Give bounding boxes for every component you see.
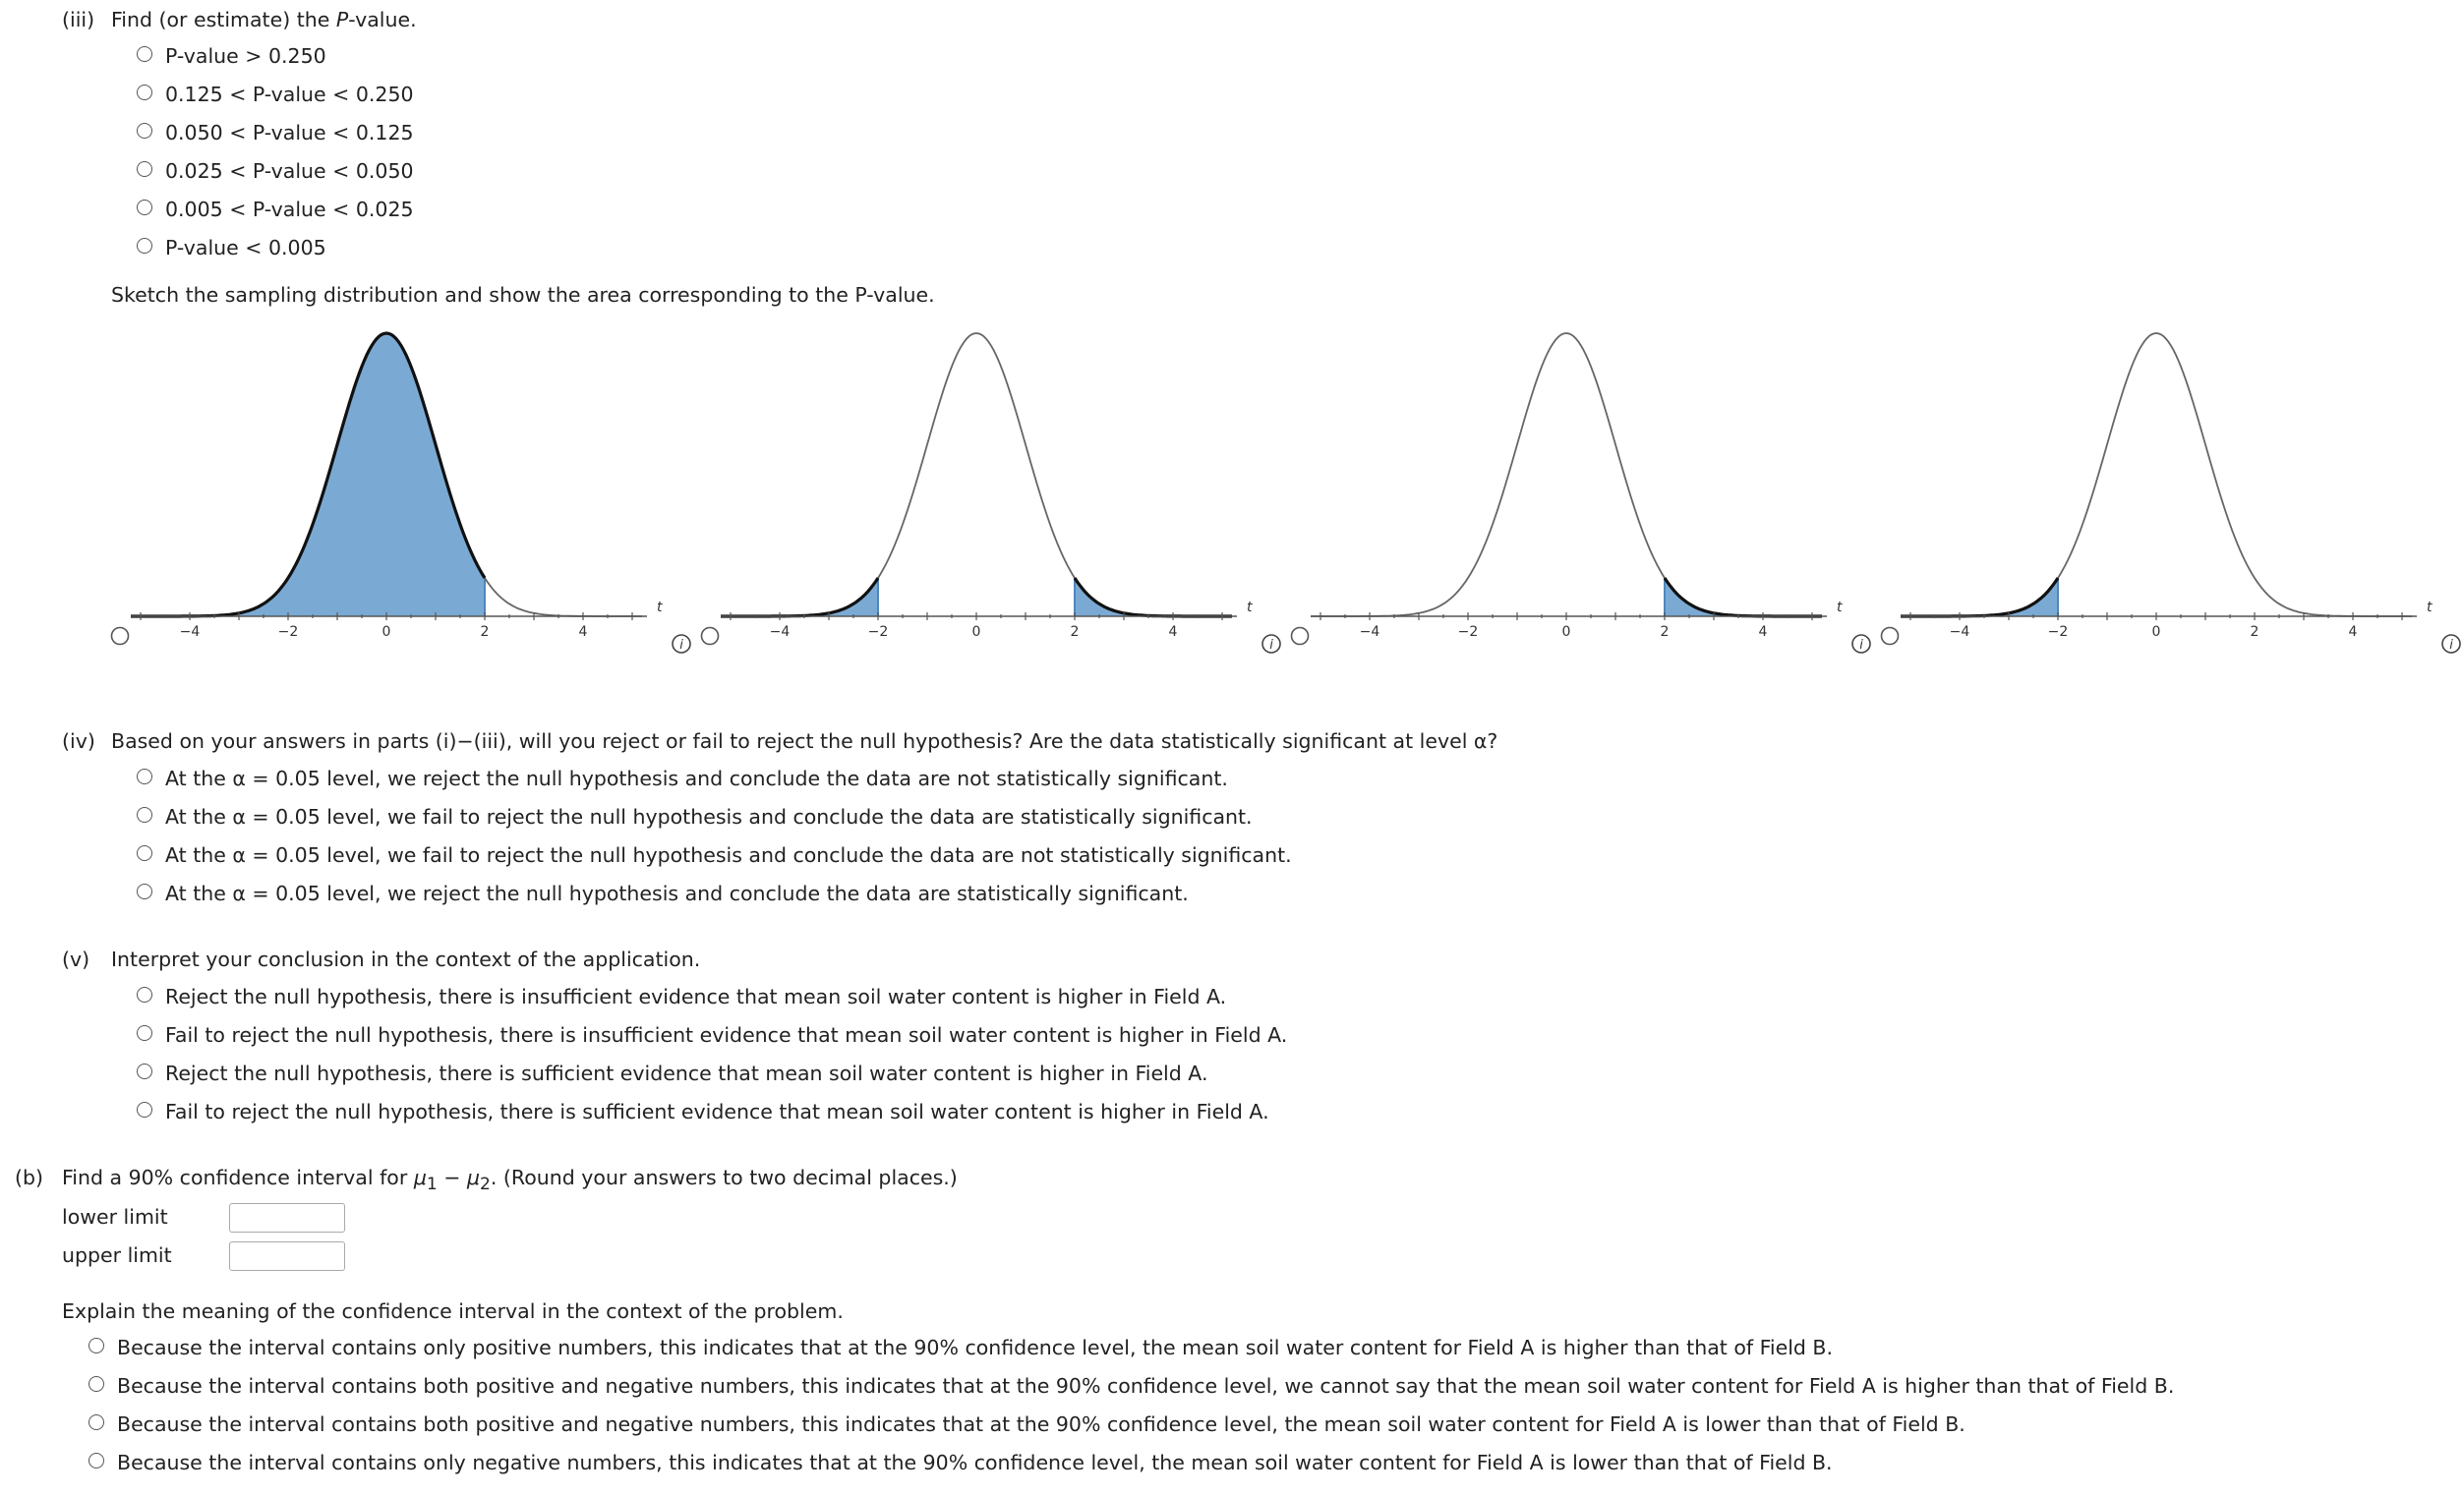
radio-pvalue-3[interactable] bbox=[137, 123, 152, 139]
radio-interpretation-3[interactable] bbox=[137, 1064, 152, 1079]
radio-ci-meaning-2[interactable] bbox=[88, 1376, 104, 1392]
axis-variable-label: t bbox=[657, 600, 663, 615]
tick-label: 2 bbox=[2250, 624, 2259, 640]
option-label: 0.050 < P-value < 0.125 bbox=[165, 121, 414, 144]
part-b-label: (b) bbox=[15, 1166, 44, 1189]
graph-2 bbox=[702, 333, 1281, 653]
t-curve bbox=[1311, 333, 1822, 616]
radio-pvalue-6[interactable] bbox=[137, 238, 152, 254]
graph-1 bbox=[112, 333, 691, 653]
radio-pvalue-1[interactable] bbox=[137, 46, 152, 62]
tick-label: −4 bbox=[179, 624, 201, 640]
tick-label: −4 bbox=[769, 624, 791, 640]
option-label: Because the interval contains both positive and negative numbers, this indicates that at the 90% confidence level, we cannot say that the mean soil water content for Field A is higher than that of Field B. bbox=[117, 1374, 2175, 1398]
pvalue-shaded-area bbox=[1075, 578, 1232, 616]
part-b-question: Find a 90% confidence interval for $\mu_1 - \mu_2$. (Round your answers to two decimal places.) bbox=[62, 1166, 958, 1195]
info-icon-glyph: i bbox=[2449, 638, 2453, 653]
part-iv-label: (iv) bbox=[62, 729, 95, 753]
axis-variable-label: t bbox=[1837, 600, 1843, 615]
option-label: Fail to reject the null hypothesis, there is insufficient evidence that mean soil water content is higher in Field A. bbox=[165, 1023, 1288, 1047]
tick-label: −2 bbox=[2047, 624, 2069, 640]
t-curve bbox=[721, 333, 1232, 616]
pvalue-shaded-area bbox=[721, 578, 878, 616]
pvalue-shaded-area bbox=[1901, 578, 2058, 616]
option-label: Reject the null hypothesis, there is insufficient evidence that mean soil water content is higher in Field A. bbox=[165, 985, 1227, 1008]
radio-ci-meaning-1[interactable] bbox=[88, 1338, 104, 1353]
explain-question: Explain the meaning of the confidence interval in the context of the problem. bbox=[62, 1299, 844, 1323]
radio-ci-meaning-4[interactable] bbox=[88, 1453, 104, 1468]
option-label: Because the interval contains only positive numbers, this indicates that at the 90% confidence level, the mean soil water content for Field A is higher than that of Field B. bbox=[117, 1336, 1834, 1359]
option-label: At the α = 0.05 level, we reject the null hypothesis and conclude the data are statistically significant. bbox=[165, 882, 1189, 905]
option-label: Because the interval contains both positive and negative numbers, this indicates that at the 90% confidence level, the mean soil water content for Field A is lower than that of Field B. bbox=[117, 1412, 1965, 1436]
part-iii-label: (iii) bbox=[62, 8, 95, 31]
t-curve bbox=[1901, 333, 2412, 616]
radio-pvalue-2[interactable] bbox=[137, 85, 152, 100]
tick-label: 2 bbox=[480, 624, 490, 640]
sampling-distribution-graphs bbox=[0, 315, 2464, 688]
radio-conclusion-1[interactable] bbox=[137, 769, 152, 784]
radio-conclusion-4[interactable] bbox=[137, 884, 152, 899]
tick-label: 0 bbox=[971, 624, 981, 640]
tick-label: −2 bbox=[277, 624, 299, 640]
upper-limit-label: upper limit bbox=[62, 1243, 172, 1267]
radio-interpretation-4[interactable] bbox=[137, 1102, 152, 1118]
radio-graph-4[interactable] bbox=[1882, 628, 1899, 645]
radio-graph-2[interactable] bbox=[702, 628, 719, 645]
info-icon-glyph: i bbox=[679, 638, 683, 653]
axis-variable-label: t bbox=[1247, 600, 1253, 615]
radio-conclusion-2[interactable] bbox=[137, 807, 152, 823]
part-iv-question: Based on your answers in parts (i)−(iii), will you reject or fail to reject the null hypothesis? Are the data statistically significant at level α? bbox=[111, 729, 1498, 753]
radio-conclusion-3[interactable] bbox=[137, 845, 152, 861]
tick-label: 0 bbox=[381, 624, 391, 640]
tick-label: −2 bbox=[1457, 624, 1479, 640]
info-icon-glyph: i bbox=[1269, 638, 1273, 653]
upper-limit-input[interactable] bbox=[229, 1241, 345, 1271]
radio-pvalue-4[interactable] bbox=[137, 161, 152, 177]
tick-label: 0 bbox=[2151, 624, 2161, 640]
info-icon-glyph: i bbox=[1859, 638, 1863, 653]
part-v-label: (v) bbox=[62, 948, 90, 971]
option-label: P-value > 0.250 bbox=[165, 44, 326, 68]
tick-label: 2 bbox=[1660, 624, 1670, 640]
tick-label: −4 bbox=[1949, 624, 1970, 640]
pvalue-shaded-area bbox=[131, 333, 485, 616]
lower-limit-input[interactable] bbox=[229, 1203, 345, 1233]
tick-label: −2 bbox=[867, 624, 889, 640]
tick-label: 4 bbox=[1758, 624, 1768, 640]
option-label: 0.025 < P-value < 0.050 bbox=[165, 159, 414, 183]
lower-limit-label: lower limit bbox=[62, 1205, 168, 1229]
option-label: Reject the null hypothesis, there is sufficient evidence that mean soil water content is higher in Field A. bbox=[165, 1062, 1208, 1085]
part-v-question: Interpret your conclusion in the context of the application. bbox=[111, 948, 701, 971]
option-label: At the α = 0.05 level, we fail to reject the null hypothesis and conclude the data are not statistically significant. bbox=[165, 843, 1292, 867]
tick-label: 4 bbox=[2348, 624, 2358, 640]
option-label: P-value < 0.005 bbox=[165, 236, 326, 259]
part-iii-question: Find (or estimate) the P-value. bbox=[111, 8, 417, 31]
option-label: At the α = 0.05 level, we fail to reject the null hypothesis and conclude the data are statistically significant. bbox=[165, 805, 1253, 829]
tick-label: 4 bbox=[1168, 624, 1178, 640]
tick-label: 4 bbox=[578, 624, 588, 640]
radio-graph-3[interactable] bbox=[1292, 628, 1309, 645]
radio-graph-1[interactable] bbox=[112, 628, 129, 645]
radio-pvalue-5[interactable] bbox=[137, 200, 152, 215]
graph-3 bbox=[1292, 333, 1871, 653]
option-label: 0.005 < P-value < 0.025 bbox=[165, 198, 414, 221]
tick-label: 2 bbox=[1070, 624, 1080, 640]
sketch-instruction: Sketch the sampling distribution and show the area corresponding to the P-value. bbox=[111, 283, 935, 307]
pvalue-shaded-area bbox=[1665, 578, 1822, 616]
graph-4 bbox=[1882, 333, 2461, 653]
option-label: 0.125 < P-value < 0.250 bbox=[165, 83, 414, 106]
option-label: At the α = 0.05 level, we reject the null hypothesis and conclude the data are not statistically significant. bbox=[165, 767, 1228, 790]
radio-interpretation-2[interactable] bbox=[137, 1025, 152, 1041]
tick-label: −4 bbox=[1359, 624, 1380, 640]
axis-variable-label: t bbox=[2427, 600, 2433, 615]
option-label: Because the interval contains only negative numbers, this indicates that at the 90% confidence level, the mean soil water content for Field A is lower than that of Field B. bbox=[117, 1451, 1833, 1474]
option-label: Fail to reject the null hypothesis, there is sufficient evidence that mean soil water content is higher in Field A. bbox=[165, 1100, 1269, 1123]
radio-interpretation-1[interactable] bbox=[137, 987, 152, 1003]
radio-ci-meaning-3[interactable] bbox=[88, 1414, 104, 1430]
tick-label: 0 bbox=[1561, 624, 1571, 640]
